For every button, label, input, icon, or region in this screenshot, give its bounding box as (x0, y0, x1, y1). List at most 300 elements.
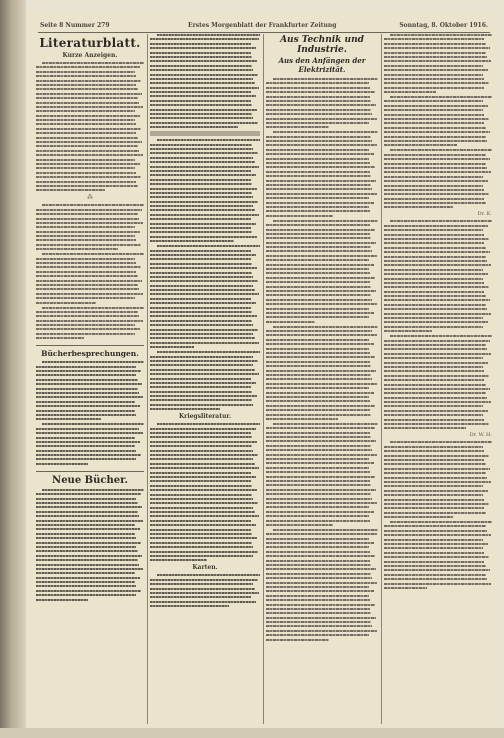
text-line (266, 294, 371, 296)
text-line (36, 239, 136, 241)
text-line (36, 231, 140, 233)
text-line (266, 515, 369, 517)
text-line (384, 100, 483, 102)
text-line (266, 175, 371, 177)
column-technik-industrie (266, 34, 378, 724)
text-line (150, 360, 258, 362)
text-block (266, 220, 378, 323)
text-line (384, 256, 486, 258)
text-line (36, 75, 136, 77)
text-line (266, 506, 369, 508)
text-line (384, 82, 489, 84)
text-line (273, 529, 378, 531)
text-line (150, 596, 251, 598)
text-line (150, 183, 252, 185)
text-line (384, 507, 484, 509)
text-line (150, 152, 258, 154)
text-line (384, 56, 487, 58)
text-line (384, 326, 483, 328)
text-line (150, 100, 251, 102)
text-line (384, 405, 483, 407)
text-line (384, 131, 490, 133)
text-line (150, 382, 256, 384)
text-line (266, 489, 376, 491)
text-line (384, 136, 486, 138)
text-line (36, 185, 138, 187)
text-line (150, 542, 252, 544)
text-line (150, 280, 258, 282)
text-line (384, 225, 488, 227)
text-line (266, 414, 371, 416)
text-line (36, 235, 135, 237)
text-line (150, 43, 251, 45)
text-line (266, 210, 370, 212)
text-block (384, 220, 492, 332)
text-line (266, 436, 371, 438)
text-line (384, 193, 489, 195)
text-line (266, 184, 371, 186)
text-line (36, 432, 143, 434)
text-line (150, 188, 257, 190)
text-line (36, 102, 139, 104)
text-line (384, 144, 457, 146)
text-line (150, 458, 253, 460)
text-line (384, 547, 483, 549)
text-line (266, 551, 370, 553)
text-line (384, 47, 490, 49)
text-line (384, 401, 491, 403)
text-line (36, 106, 143, 108)
text-line (266, 493, 371, 495)
text-line (273, 423, 378, 425)
text-line (266, 343, 374, 345)
text-line (266, 237, 371, 239)
text-line (36, 542, 141, 544)
text-line (384, 455, 489, 457)
text-line (384, 330, 432, 332)
text-line (266, 242, 376, 244)
text-line (36, 520, 143, 522)
text-line (266, 555, 375, 557)
text-line (157, 34, 260, 36)
text-line (36, 401, 135, 403)
text-line (150, 240, 234, 242)
text-line (150, 109, 257, 111)
text-line (36, 226, 135, 228)
text-line (266, 348, 369, 350)
text-line (36, 150, 139, 152)
text-line (266, 374, 371, 376)
text-line (150, 511, 255, 513)
text-line (150, 122, 258, 124)
text-line (384, 583, 491, 585)
text-line (384, 273, 488, 275)
text-block (266, 131, 378, 216)
text-line (150, 579, 258, 581)
text-line (150, 472, 251, 474)
text-line (36, 524, 135, 526)
text-line (36, 594, 136, 596)
text-line (266, 356, 375, 358)
text-line (384, 340, 490, 342)
text-line (266, 255, 377, 257)
text-line (384, 43, 486, 45)
text-block (266, 326, 378, 420)
text-line (266, 560, 370, 562)
text-line (36, 163, 140, 165)
text-line (384, 109, 483, 111)
text-line (157, 351, 260, 353)
text-line (266, 308, 369, 310)
text-line (266, 268, 369, 270)
text-line (36, 555, 142, 557)
text-line (150, 529, 251, 531)
text-line (266, 361, 370, 363)
text-line (36, 218, 139, 220)
text-line (36, 159, 135, 161)
text-line (266, 387, 369, 389)
text-line (266, 383, 377, 385)
text-line (266, 590, 374, 592)
page-header (38, 20, 490, 33)
text-line (266, 445, 371, 447)
text-line (266, 334, 377, 336)
text-line (384, 516, 453, 518)
text-line (384, 587, 427, 589)
column-literaturblatt (36, 34, 144, 724)
text-line (150, 293, 259, 295)
text-line (384, 477, 487, 479)
text-line (36, 181, 136, 183)
text-line (36, 320, 143, 322)
text-line (150, 205, 253, 207)
text-line (36, 222, 143, 224)
text-line (266, 639, 329, 641)
text-line (150, 346, 194, 348)
text-line (266, 400, 370, 402)
war-literature-heading: Kriegsliteratur. (178, 413, 232, 421)
text-line (384, 269, 483, 271)
text-line (266, 197, 369, 199)
text-line (384, 353, 491, 355)
text-line (390, 220, 492, 222)
header-newspaper-title: Erstes Morgenblatt der Frankfurter Zeitung (188, 22, 337, 29)
text-line (384, 238, 489, 240)
text-line (150, 356, 253, 358)
text-line (384, 308, 487, 310)
text-line (36, 132, 136, 134)
text-line (384, 185, 483, 187)
text-line (266, 281, 370, 283)
text-line (266, 378, 372, 380)
text-line (150, 91, 251, 93)
text-line (42, 423, 144, 425)
text-line (150, 74, 258, 76)
text-line (384, 366, 483, 368)
text-line (384, 370, 484, 372)
text-line (266, 454, 377, 456)
text-line (36, 293, 143, 295)
text-line (36, 383, 142, 385)
text-line (150, 333, 253, 335)
text-line (36, 66, 140, 68)
text-line (266, 476, 375, 478)
text-line (266, 277, 375, 279)
text-line (384, 534, 491, 536)
text-line (266, 538, 369, 540)
text-line (36, 271, 136, 273)
text-line (384, 251, 490, 253)
text-line (150, 502, 258, 504)
text-line (266, 290, 376, 292)
text-line (150, 537, 257, 539)
text-block (36, 62, 144, 191)
text-line (384, 565, 486, 567)
text-line (150, 364, 253, 366)
text-line (384, 384, 486, 386)
text-line (150, 445, 252, 447)
text-line (384, 494, 483, 496)
text-line (266, 582, 377, 584)
column-divider (150, 131, 260, 136)
text-line (384, 158, 490, 160)
text-line (150, 104, 252, 106)
text-line (384, 317, 483, 319)
text-line (36, 110, 135, 112)
text-block (150, 351, 260, 410)
text-line (150, 408, 220, 410)
text-line (384, 176, 483, 178)
text-line (266, 458, 369, 460)
text-line (150, 450, 253, 452)
text-line (390, 34, 492, 36)
text-line (266, 180, 376, 182)
text-line (266, 586, 369, 588)
text-line (266, 392, 374, 394)
text-line (384, 450, 484, 452)
text-line (384, 446, 483, 448)
text-line (36, 333, 135, 335)
text-line (36, 123, 136, 125)
text-line (36, 550, 138, 552)
text-line (384, 414, 483, 416)
text-line (384, 65, 483, 67)
text-line (266, 467, 369, 469)
text-line (384, 247, 486, 249)
text-line (157, 574, 260, 576)
text-line (150, 515, 259, 517)
text-line (150, 285, 253, 287)
text-line (266, 498, 372, 500)
text-line (266, 259, 369, 261)
text-line (266, 100, 371, 102)
text-line (266, 564, 371, 566)
text-line (36, 366, 136, 368)
text-line (36, 97, 138, 99)
text-line (384, 234, 484, 236)
text-line (266, 149, 369, 151)
text-line (384, 127, 486, 129)
text-line (266, 370, 376, 372)
technology-industry-heading: Aus Technik und Industrie. (280, 35, 364, 55)
text-line (36, 572, 135, 574)
text-block (150, 245, 260, 348)
text-line (384, 291, 484, 293)
text-line (36, 213, 138, 215)
text-line (150, 223, 256, 225)
text-line (384, 348, 487, 350)
text-line (384, 171, 491, 173)
text-line (384, 282, 484, 284)
text-line (266, 224, 370, 226)
text-line (384, 264, 491, 266)
text-line (390, 521, 492, 523)
text-line (150, 436, 252, 438)
text-line (36, 302, 96, 304)
text-line (150, 113, 252, 115)
text-line (384, 472, 486, 474)
text-line (266, 484, 371, 486)
text-line (150, 373, 259, 375)
text-line (384, 530, 487, 532)
text-line (150, 60, 257, 62)
text-line (36, 115, 140, 117)
text-line (150, 263, 252, 265)
text-line (384, 379, 484, 381)
text-line (384, 260, 487, 262)
text-line (266, 427, 375, 429)
text-line (150, 65, 252, 67)
electricity-article-title: Aus den Anfängen der Elektrizität. (278, 56, 366, 74)
text-line (266, 573, 371, 575)
book-binding-shadow (0, 0, 26, 738)
text-line (150, 485, 252, 487)
text-line (150, 126, 238, 128)
text-line (36, 172, 136, 174)
text-line (266, 405, 375, 407)
text-line (36, 280, 142, 282)
text-line (266, 193, 377, 195)
text-line (266, 520, 370, 522)
text-line (384, 52, 486, 54)
text-line (384, 388, 490, 390)
new-books-heading: Neue Bücher. (36, 471, 144, 486)
text-line (266, 409, 370, 411)
text-line (384, 525, 486, 527)
text-line (150, 231, 252, 233)
text-line (150, 78, 253, 80)
text-block (150, 423, 260, 561)
text-line (36, 258, 135, 260)
text-line (266, 144, 377, 146)
text-line (150, 302, 256, 304)
text-line (384, 485, 483, 487)
column-rule (263, 34, 264, 724)
text-block (150, 574, 260, 607)
text-line (266, 471, 370, 473)
text-line (266, 612, 371, 614)
text-line (266, 577, 372, 579)
text-line (266, 299, 372, 301)
text-line (384, 114, 484, 116)
text-line (150, 38, 259, 40)
text-line (266, 546, 369, 548)
text-line (150, 404, 253, 406)
text-line (36, 546, 136, 548)
text-line (384, 69, 488, 71)
text-line (36, 454, 141, 456)
text-line (157, 423, 260, 425)
text-block (150, 34, 260, 128)
text-line (384, 154, 486, 156)
text-line (150, 391, 252, 393)
text-line (384, 459, 484, 461)
text-line (266, 264, 374, 266)
text-line (384, 574, 486, 576)
text-line (150, 117, 253, 119)
text-line (266, 440, 376, 442)
text-line (150, 507, 253, 509)
text-line (266, 206, 369, 208)
text-line (36, 533, 135, 535)
text-line (266, 608, 370, 610)
text-line (384, 552, 484, 554)
text-line (150, 166, 259, 168)
text-line (150, 324, 253, 326)
text-line (36, 581, 135, 583)
text-line (42, 489, 144, 491)
text-block (384, 521, 492, 589)
text-line (266, 140, 372, 142)
text-line (36, 528, 140, 530)
text-line (384, 561, 484, 563)
text-line (384, 423, 489, 425)
text-line (266, 162, 370, 164)
text-block (36, 204, 144, 250)
text-line (384, 105, 488, 107)
text-line (266, 568, 376, 570)
text-line (150, 605, 229, 607)
text-line (150, 489, 257, 491)
text-line (384, 229, 483, 231)
text-line (36, 176, 141, 178)
text-line (390, 335, 492, 337)
text-line (36, 414, 136, 416)
text-line (273, 220, 378, 222)
text-line (273, 326, 378, 328)
text-line (150, 498, 253, 500)
text-line (384, 304, 486, 306)
text-line (36, 599, 88, 601)
text-line (150, 87, 259, 89)
text-line (384, 419, 484, 421)
text-line (36, 284, 138, 286)
text-line (266, 153, 374, 155)
text-block (36, 307, 144, 340)
text-line (150, 307, 251, 309)
text-line (384, 410, 488, 412)
text-line (36, 297, 135, 299)
text-line (384, 539, 483, 541)
text-line (266, 432, 370, 434)
text-line (384, 490, 488, 492)
text-line (384, 463, 486, 465)
text-line (384, 569, 490, 571)
text-block (266, 423, 378, 526)
text-line (150, 196, 253, 198)
text-line (384, 286, 489, 288)
text-line (150, 192, 252, 194)
